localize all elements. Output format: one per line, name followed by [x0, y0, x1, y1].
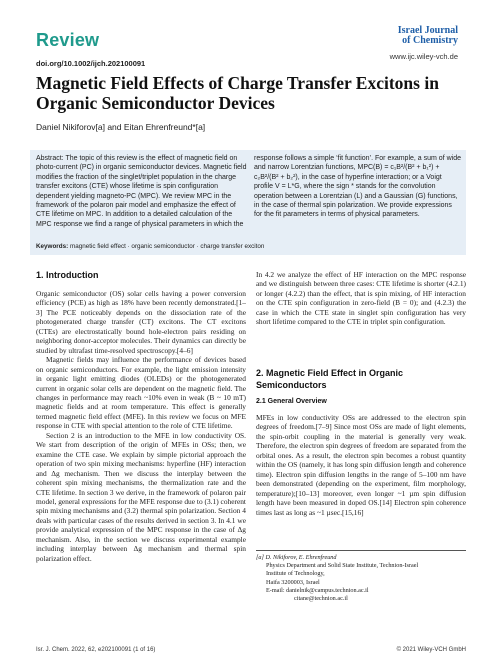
keywords-label: Keywords:	[36, 243, 69, 250]
footnote-authors: [a] D. Nikiforov, E. Ehrenfreund	[256, 554, 337, 561]
abstract-box	[30, 150, 466, 255]
footer-citation: Isr. J. Chem. 2022, 62, e202100091 (1 of 16)	[36, 647, 156, 653]
intro-paragraph-3: Section 2 is an introduction to the MFE in low conductivity OS. We start from description of the origin of MFEs in OSs; then, we examine the CTE case. We explain by simple pictorial approach the operation of two spin mixing mechanisms: hyperfine (HF) interaction and Δg mechanism. Then we discuss the interplay between the coherent spin mixing mechanisms, the thermalization rate and the CTE lifetime. In section 3 we derive, in the framework of polaron pair model, general expressions for the MFE response due to (3.1) coherent spin mixing mechanisms and (3.2) thermal spin polarization. Section 4 deals with particular cases of the results derived in section 3. In 4.1 we provide analytical expression of the MPC response in the case of Δg mechanism. Also, in the section we discuss experimental example including interplay between Δg mechanism and thermal spin polarization effect.	[36, 430, 246, 563]
footer-copyright: © 2021 Wiley-VCH GmbH	[396, 647, 466, 653]
footnote-address: Haifa 3200003, Israel	[266, 578, 320, 586]
journal-logo	[398, 26, 458, 46]
intro-paragraph-2: Magnetic fields may influence the performance of devices based on organic semiconductors. For example, the light emission intensity in organic light emitting diodes (OLEDs) or the photogenerated current in organic solar cells are dependent on the magnetic field. The changes in performance may reach ~10% even in weak (B ~ 10 mT) magnetic fields and at room temperature. This effect is generally termed magnetic field effect (MFE). In this review we focus on MFE response in CTE with special attention to the role of CTE lifetime.	[36, 355, 246, 431]
keywords-text: magnetic field effect · organic semiconductor · charge transfer exciton	[69, 243, 265, 250]
footnote-email-2[interactable]: citane@technion.ac.il	[294, 595, 348, 603]
keywords-line	[36, 243, 264, 250]
intro-paragraph-1: Organic semiconductor (OS) solar cells having a power conversion efficiency (PCE) as high as 18% have been recently demonstrated.[1–3] The PCE noticeably depends on the dissociation rate of the photogenerated charge transfer (CT) excitons. The CT excitons (CTEs) are electrostatically bound hole-electron pairs residing on neighboring donor-acceptor molecules. Their dynamics can directly be studied by ultrafast time-resolved spectroscopy.[4–6]	[36, 289, 246, 355]
abstract-text-right: response follows a simple ‘fit function’. For example, a sum of wide and narrow Lorentzian functions, MPC(B) = c₁B²/(B² + b₁²) + c₂B²/(B² + b₂²), in the case of hyperfine interaction; or a Voigt profile V = L*G, where the sign * stands for the convolution operation between a Lorentzian (L) and a Gaussian (G) functions, in the case of thermal spin polarization. We provide expressions for the fit parameters in terms of physical parameters.	[254, 155, 461, 219]
article-title: Magnetic Field Effects of Charge Transfer Excitons in Organic Semiconductor Devices	[36, 73, 439, 113]
section-heading-mfe: 2. Magnetic Field Effect in Organic Semiconductors	[256, 368, 404, 390]
section-heading-introduction: 1. Introduction	[36, 270, 99, 280]
footnote-email-1[interactable]: E-mail: danielnik@campus.technion.ac.il	[266, 586, 369, 594]
left-column	[36, 289, 246, 563]
author-list: Daniel Nikiforov[a] and Eitan Ehrenfreund*[a]	[36, 122, 206, 132]
abstract-text-left: Abstract: The topic of this review is the effect of magnetic field on photo-current (PC) in organic semiconductor devices. Magnetic field modifies the fraction of the singlet/triplet population in the charge transfer excitons (CTE) whose lifetime is spin configuration dependent yielding magneto-PC (MPC). We review MPC in the framework of the polaron pair model and emphasize the effect of CTE lifetime on MPC. In addition to a detailed calculation of the MPC response we find a range of physical parameters in which the	[36, 155, 247, 228]
journal-name-line2: of Chemistry	[402, 35, 458, 46]
affiliation-footnote	[256, 550, 466, 603]
section-label: Review	[36, 30, 100, 50]
overview-paragraph: MFEs in low conductivity OSs are addressed to the electron spin degrees of freedom.[7–9] Since most OSs are made of light elements, the spin-orbit coupling in the material is generally very weak. Therefore, the electron spin degrees of freedom are separated from the orbital ones. As a result, the electron spin becomes a robust quantity within the OS (namely, it has long spin diffusion length and coherence time). Electron spin diffusion lengths in the range of 5–100 nm have been demonstrated (depending on the experiment, film morphology, temperature);[10–13] moreover, even longer ~1 µm spin diffusion length have been measured in doped OS.[14] Electron spin coherence times last as long as ~1 µsec.[15,16]	[256, 413, 466, 517]
right-column-intro	[256, 270, 466, 327]
intro-continuation-paragraph: In 4.2 we analyze the effect of HF interaction on the MPC response and we distinguish between three cases: CTE lifetime is shorter (4.2.1) or longer (4.2.2) than the effect, that is spin mixing, of HF interaction on the CTE spin configuration in zero-field (B = 0); and (4.2.3) the case in which the CTE state in singlet spin configuration has very short lifetime compared to the CTE in triplet spin configuration.	[256, 270, 466, 327]
footnote-institute: Institute of Technology,	[266, 570, 325, 578]
right-column-body	[256, 413, 466, 517]
doi-link[interactable]: doi.org/10.1002/ijch.202100091	[36, 59, 146, 68]
journal-name-line1: Israel Journal	[397, 25, 458, 36]
journal-website-link[interactable]: www.ijc.wiley-vch.de	[389, 52, 458, 61]
subsection-heading-overview: 2.1 General Overview	[256, 398, 327, 405]
footnote-affiliation: Physics Department and Solid State Institute, Technion-Israel	[266, 562, 419, 570]
